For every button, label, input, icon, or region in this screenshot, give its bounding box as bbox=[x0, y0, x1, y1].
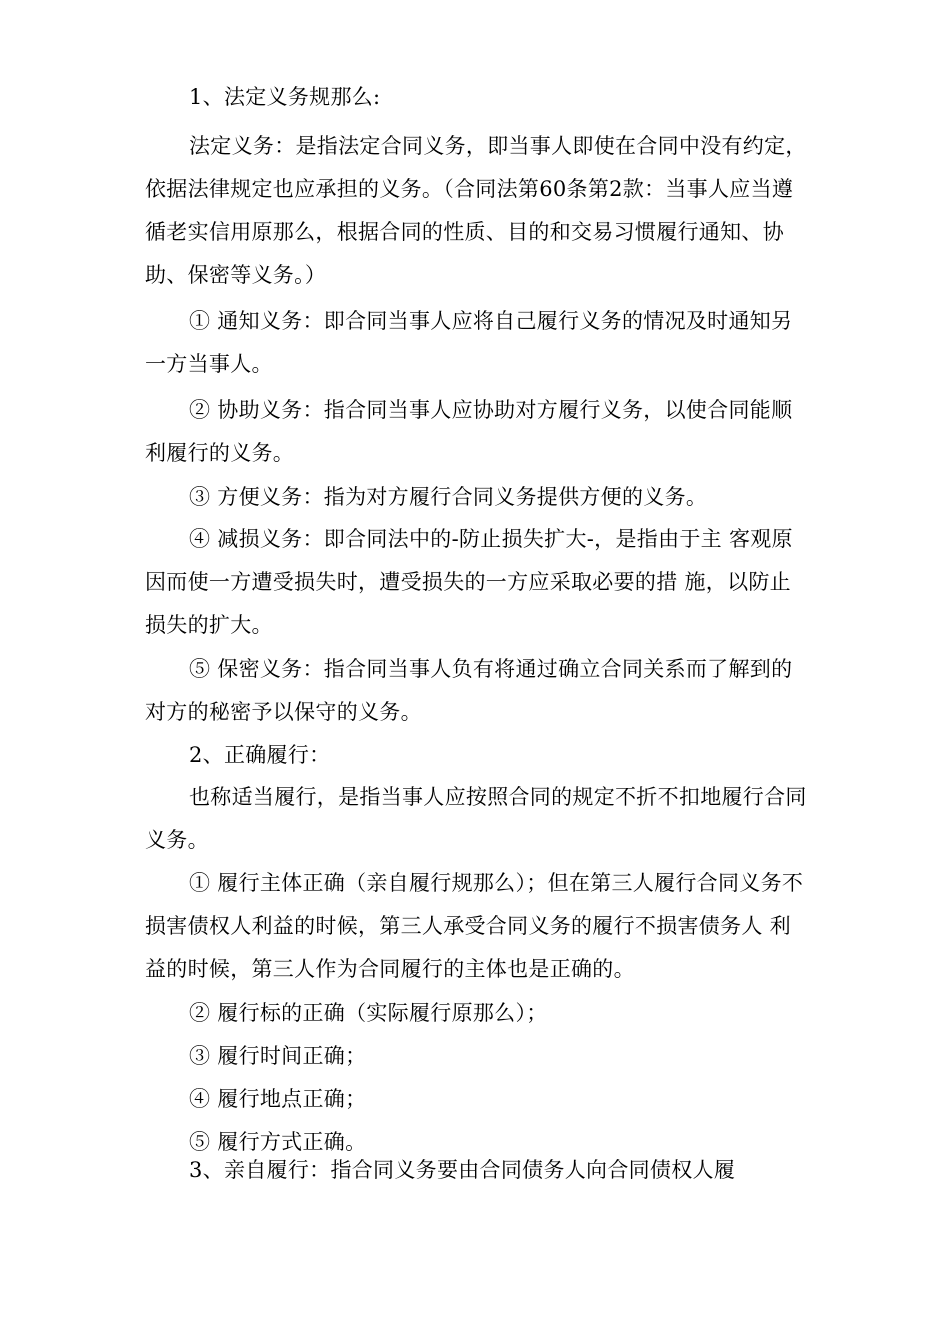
list-item-confidentiality: ⑤ 保密义务：指合同当事人负有将通过确立合同关系而了解到的对方的秘密予以保守的义务。 bbox=[145, 657, 793, 724]
list-item-loss-mitigation: ④ 减损义务：即合同法中的-防止损失扩大-，是指由于主 客观原因而使一方遭受损失时，遭受损失的一方应采取必要的措 施，以防止损失的扩大。 bbox=[145, 527, 793, 637]
list-item-convenience: ③ 方便义务：指为对方履行合同义务提供方便的义务。 bbox=[189, 485, 708, 509]
heading-legal-obligation: 1、法定义务规那么: bbox=[189, 85, 381, 109]
paragraph-proper-performance-definition: 也称适当履行，是指当事人应按照合同的规定不折不扣地履行合同义务。 bbox=[145, 785, 807, 852]
list-item-correct-place: ④ 履行地点正确； bbox=[189, 1087, 367, 1111]
list-item-correct-object: ② 履行标的正确（实际履行原那么）； bbox=[189, 1001, 548, 1025]
list-item-correct-subject: ① 履行主体正确（亲自履行规那么）；但在第三人履行合同义务不 损害债权人利益的时候，第三人承受合同义务的履行不损害债务人 利益的时候，第三人作为合同履行的主体也是正确的。 bbox=[145, 871, 804, 981]
heading-proper-performance: 2、正确履行： bbox=[189, 743, 331, 767]
list-item-notification: ① 通知义务：即合同当事人应将自己履行义务的情况及时通知另一方当事人。 bbox=[145, 309, 793, 376]
paragraph-legal-obligation-definition: 法定义务：是指法定合同义务，即当事人即使在合同中没有约定，依据法律规定也应承担的义务。（合同法第60条第2款：当事人应当遵循老实信用原那么，根据合同的性质、目的和交易习惯履行通知、协助、保密等义务。） bbox=[145, 134, 807, 287]
list-item-assistance: ② 协助义务：指合同当事人应协助对方履行义务，以使合同能顺利履行的义务。 bbox=[145, 398, 793, 465]
list-item-correct-manner: ⑤ 履行方式正确。 bbox=[189, 1130, 367, 1154]
list-item-correct-time: ③ 履行时间正确； bbox=[189, 1044, 367, 1068]
heading-personal-performance: 3、亲自履行：指合同义务要由合同债务人向合同债权人履 bbox=[189, 1158, 736, 1182]
